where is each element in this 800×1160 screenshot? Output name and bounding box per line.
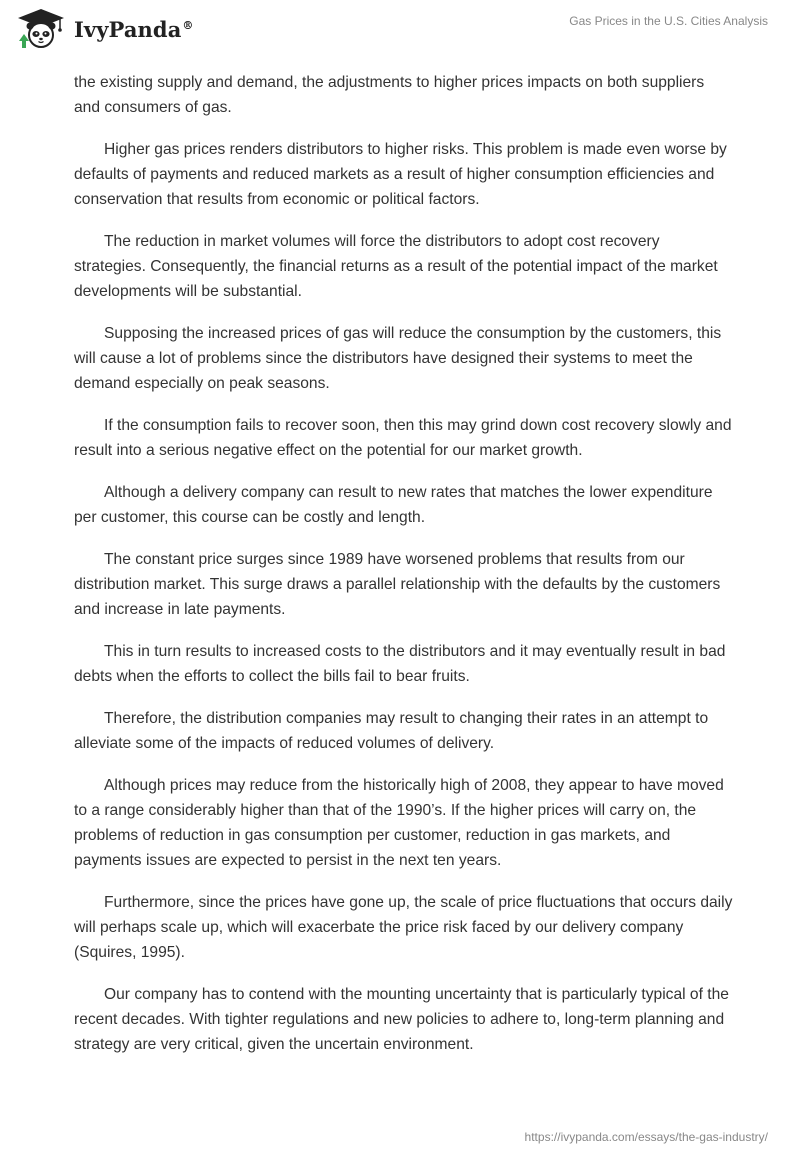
panda-graduate-icon [14,8,68,50]
page-header [0,0,800,60]
source-url[interactable]: https://ivypanda.com/essays/the-gas-industry/ [524,1130,768,1144]
paragraph: The constant price surges since 1989 have worsened problems that results from our distribution market. This surge draws a parallel relationship with the defaults by the customers and increase in late payments. [74,551,721,618]
paragraph: Although prices may reduce from the historically high of 2008, they appear to have moved to a range considerably higher than that of the 1990’s. If the higher prices will carry on, the problems of reduction in gas consumption per customer, reduction in gas markets, and payments issues are expected to persist in the next ten years. [74,777,724,869]
paragraph: If the consumption fails to recover soon, then this may grind down cost recovery slowly and result into a serious negative effect on the potential for our market growth. [74,417,732,459]
paragraph: Furthermore, since the prices have gone up, the scale of price fluctuations that occurs daily will perhaps scale up, which will exacerbate the price risk faced by our delivery company (Squires, 1995). [74,894,733,961]
paragraph: The reduction in market volumes will force the distributors to adopt cost recovery strategies. Consequently, the financial returns as a result of the potential impact of the market developments will be substantial. [74,233,718,300]
paragraph: This in turn results to increased costs to the distributors and it may eventually result in bad debts when the efforts to collect the bills fail to bear fruits. [74,643,726,685]
paragraph: Higher gas prices renders distributors to higher risks. This problem is made even worse by defaults of payments and reduced markets as a result of higher consumption efficiencies and conservation that results from economic or political factors. [74,141,727,208]
essay-body [74,70,734,1074]
paragraph: Supposing the increased prices of gas will reduce the consumption by the customers, this will cause a lot of problems since the distributors have designed their systems to meet the demand especially on peak seasons. [74,325,722,392]
paragraph: Therefore, the distribution companies may result to changing their rates in an attempt to alleviate some of the impacts of reduced volumes of delivery. [74,710,709,752]
brand-logo[interactable] [14,8,194,50]
brand-name: IvyPanda® [74,16,194,42]
paragraph: Although a delivery company can result to new rates that matches the lower expenditure per customer, this course can be costly and length. [74,484,713,526]
paragraph: Our company has to contend with the mounting uncertainty that is particularly typical of the recent decades. With tighter regulations and new policies to adhere to, long-term planning and strategy are very critical, given the uncertain environment. [74,986,729,1053]
running-title: Gas Prices in the U.S. Cities Analysis [569,14,768,28]
paragraph: the existing supply and demand, the adjustments to higher prices impacts on both suppliers and consumers of gas. [74,74,705,116]
